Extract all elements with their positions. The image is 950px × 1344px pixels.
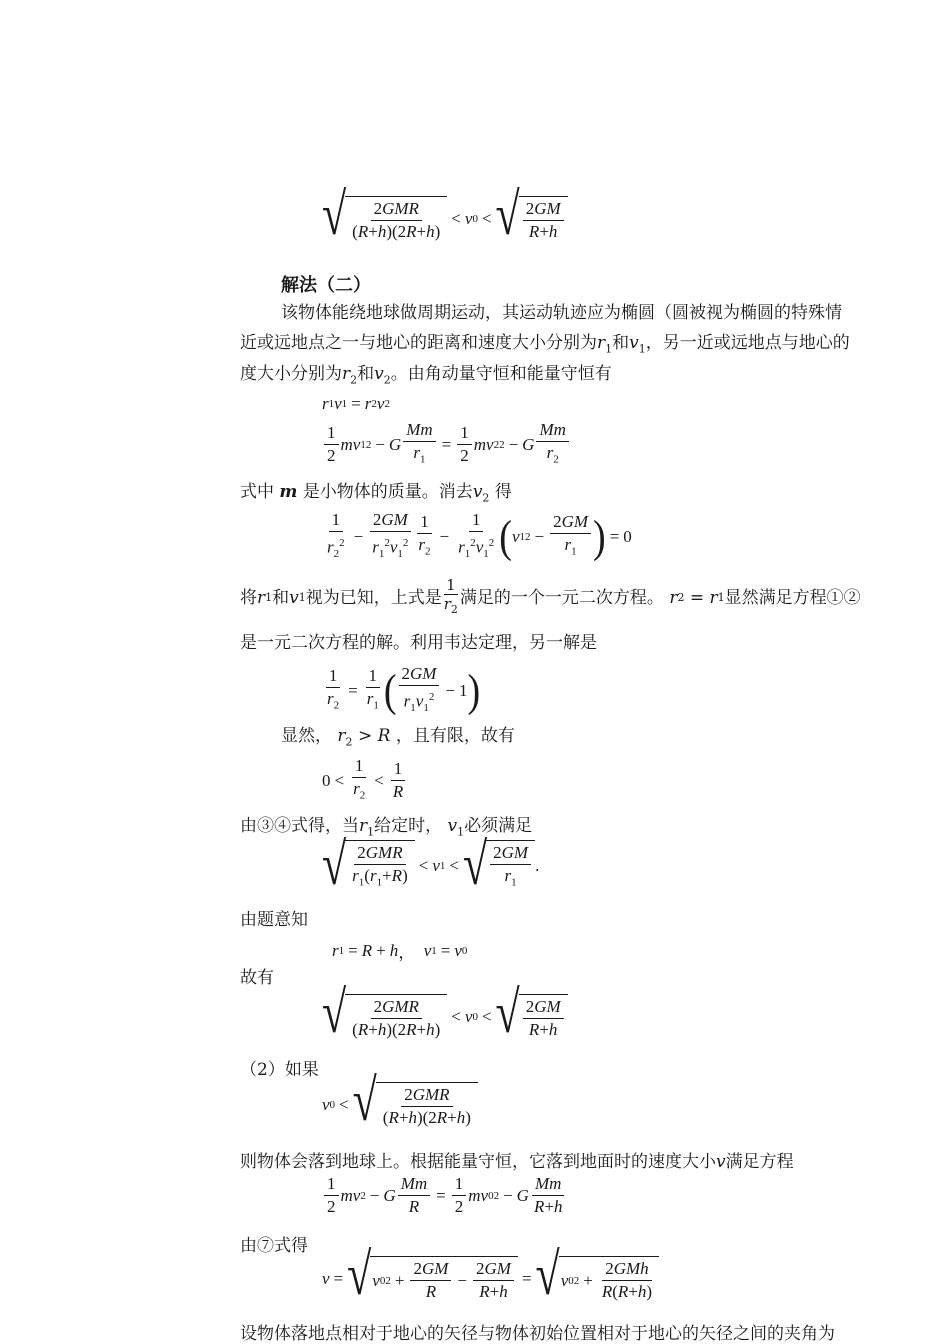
- formula-energy-conservation: $\frac{1}{2}$ mv 1 2 − G $\frac{Mm}{r_1}$ = $\frac{1}{2}$ mv 2 2 − G $\frac{Mm}{r_2}$: [322, 420, 571, 469]
- formula-bounds: 0 < $\frac{1}{r_2}$ < $\frac{1}{R}$: [322, 756, 408, 805]
- formula-v0-inequality: √ $\frac{\text{2GMR}}{(R+h)(2R+h)}$ < v 0 < √ $\frac{2GM}{R+h}$: [322, 994, 568, 1040]
- text-therefore: 故有: [240, 968, 274, 988]
- text-where-m: 式中 m 是小物体的质量。消去$v_2$ 得: [240, 482, 512, 505]
- formula-quadratic: $\frac{1}{r_2^2}$ − $\frac{2GM}{r_1^2v_1^2}$ $\frac{1}{r_2}$ − $\frac{1}{r_1^2v_1^2}$ ( v 1 2 − $\frac{2GM}{r_1}$ ) = 0: [327, 510, 632, 563]
- text-obviously: 显然， $r_2 > R$ ，且有限，故有: [281, 726, 515, 749]
- text-from-34: 由③④式得，当$r_1$给定时， $v_1$必须满足: [240, 816, 533, 839]
- para1-line3: 度大小分别为$r_2$和$v_2$。由角动量守恒和能量守恒有: [240, 364, 612, 387]
- formula-top-inequality: √ $\frac{\text{2GMR}}{(R+h)(2R+h)}$ < v 0 < √ $\frac{2GM}{R+h}$: [322, 196, 568, 242]
- text-part2: （2）如果: [240, 1060, 319, 1080]
- formula-v1-inequality: √ $\frac{\text{2GMR}}{r_1(r_1+R)}$ < v 1 < √ $\frac{2GM}{r_1}$ .: [322, 831, 540, 898]
- text-quadratic-solution: 是一元二次方程的解。利用韦达定理，另一解是: [240, 633, 597, 653]
- text-from7: 由⑦式得: [240, 1236, 308, 1256]
- formula-v0-less: v 0 < √ $\frac{\text{2GMR}}{(R+h)(2R+h)}$: [322, 1082, 478, 1128]
- formula-vieta: $\frac{1}{r_2}$ = $\frac{1}{r_1}$ ( $\frac{2GM}{r_1v_1^2}$ − 1 ): [327, 664, 481, 717]
- text-last-line: 设物体落地点相对于地心的矢径与物体初始位置相对于地心的矢径之间的夹角为: [240, 1324, 835, 1344]
- formula-angular-momentum: r 1 v 1 = r 2 v 2: [322, 394, 390, 413]
- para1-line1: 该物体能绕地球做周期运动，其运动轨迹应为椭圆（圆被视为椭圆的特殊情: [281, 303, 842, 323]
- text-from-problem: 由题意知: [240, 910, 308, 930]
- formula-landing-speed: v = √ v 0 2 + $\frac{2GM}{R}$ − $\frac{2GM}{R+h}$ = √ v 0 2 + $\frac{\text{2GMh}}{R(R+h)}$: [322, 1256, 659, 1302]
- text-treat-known: 将 r 1 和 v 1 视为已知，上式是 $\frac{1}{r_2}$ 满足的一个一元二次方程。 r 2 = r 1 显然满足方程①②: [240, 576, 861, 616]
- formula-given: r 1 = R + h ， v 1 = v 0: [332, 940, 468, 962]
- section-heading: 解法（二）: [281, 275, 371, 296]
- formula-landing-energy: $\frac{1}{2}$ mv 2 − G $\frac{Mm}{R}$ = $\frac{1}{2}$ mv 0 2 − G $\frac{Mm}{R+h}$: [322, 1174, 567, 1217]
- text-falls: 则物体会落到地球上。根据能量守恒，它落到地面时的速度大小v满足方程: [240, 1152, 794, 1172]
- para1-line2: 近或远地点之一与地心的距离和速度大小分别为$r_1$和$v_1$，另一近或远地点与地心的: [240, 333, 850, 356]
